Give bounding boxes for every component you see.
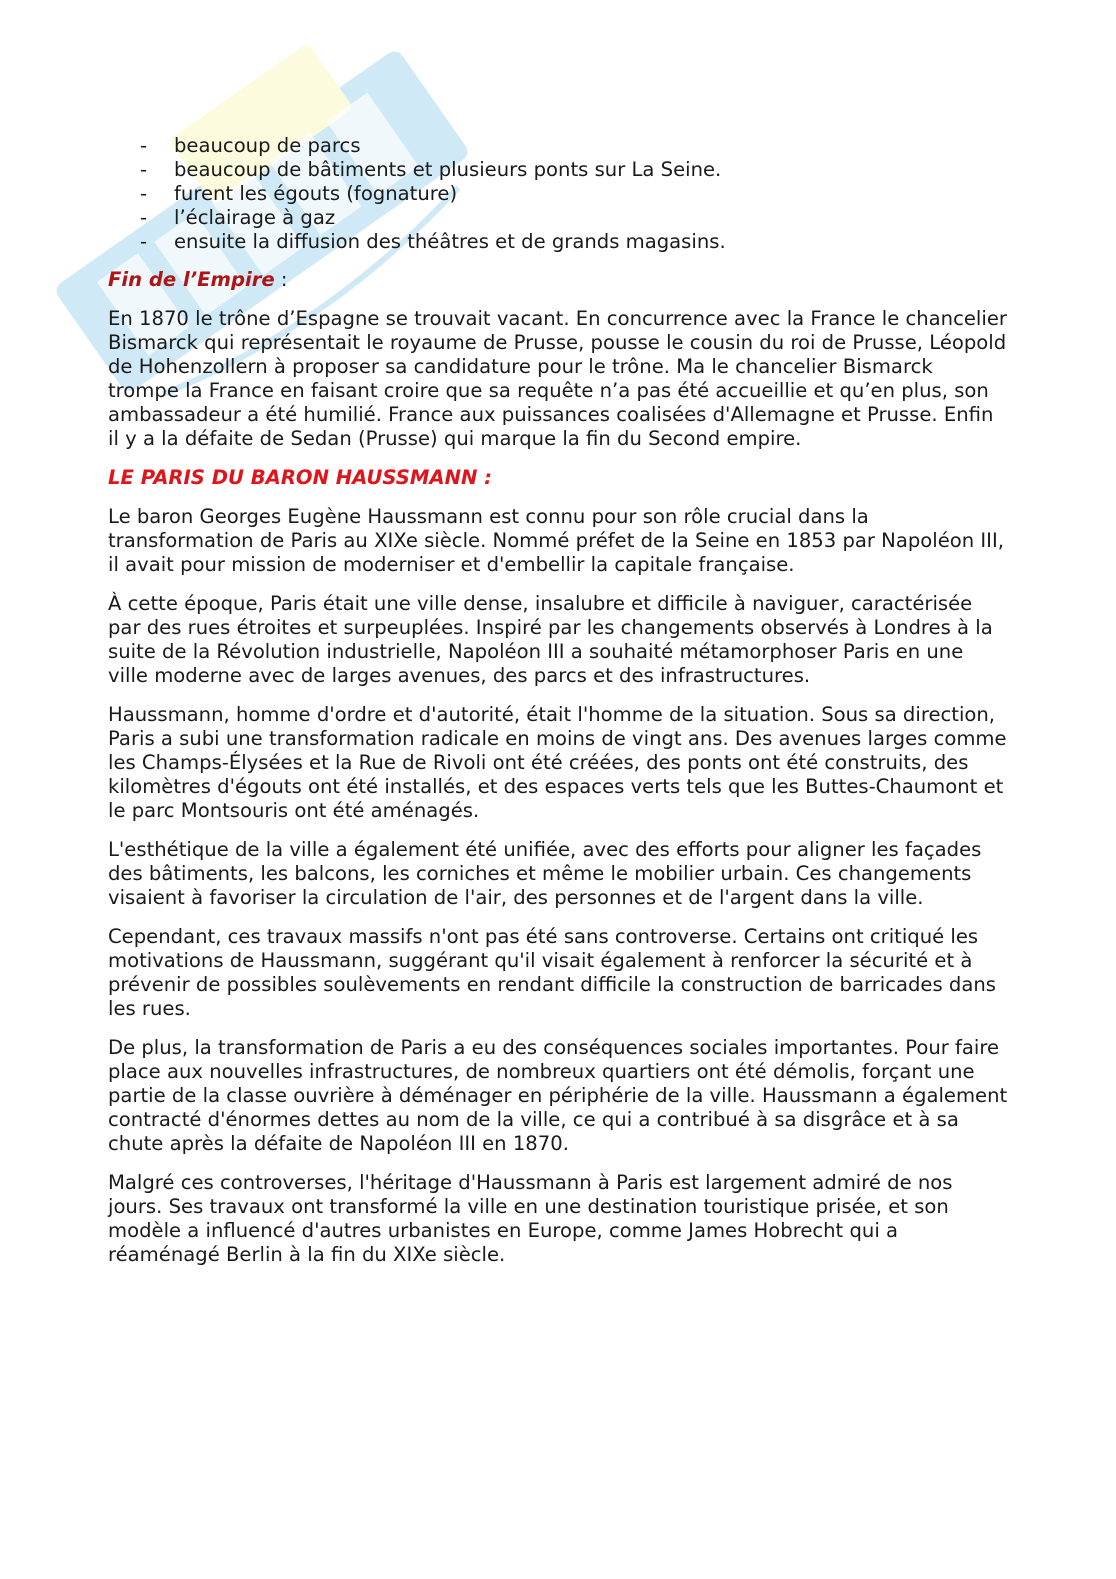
- list-item-text: beaucoup de bâtiments et plusieurs ponts sur La Seine.: [174, 158, 722, 181]
- paragraph-haussmann-1: Le baron Georges Eugène Haussmann est connu pour son rôle crucial dans la transformation de Paris au XIXe siècle. Nommé préfet de la Seine en 1853 par Napoléon III, il avait pour mission de moderniser et d'embellir la capitale française.: [108, 505, 1004, 576]
- paragraph-haussmann-3: Haussmann, homme d'ordre et d'autorité, était l'homme de la situation. Sous sa direction, Paris a subi une transformation radicale en moins de vingt ans. Des avenues larges comme les Champs-Élysées et la Rue de Rivoli ont été créées, des ponts ont été construits, des kilomètres d'égouts ont été installés, et des espaces verts tels que les Buttes-Chaumont et le parc Montsouris ont été aménagés.: [108, 703, 1007, 822]
- dash-marker: -: [140, 206, 148, 229]
- dash-marker: -: [140, 158, 148, 181]
- bullet-list: [108, 134, 1008, 254]
- list-item: [108, 158, 1008, 182]
- paragraph-empire: En 1870 le trône d’Espagne se trouvait vacant. En concurrence avec la France le chancelier Bismarck qui représentait le royaume de Prusse, pousse le cousin du roi de Prusse, Léopold de Hohenzollern à proposer sa candidature pour le trône. Ma le chancelier Bismarck trompe la France en faisant croire que sa requête n’a pas été accueillie et qu’en plus, son ambassadeur a été humilié. France aux puissances coalisées d'Allemagne et Prusse. Enfin il y a la défaite de Sedan (Prusse) qui marque la fin du Second empire.: [108, 307, 1007, 450]
- dash-marker: -: [140, 182, 148, 205]
- paragraph-haussmann-7: Malgré ces controverses, l'héritage d'Haussmann à Paris est largement admiré de nos jours. Ses travaux ont transformé la ville en une destination touristique prisée, et son modèle a influencé d'autres urbanistes en Europe, comme James Hobrecht qui a réaménagé Berlin à la fin du XIXe siècle.: [108, 1171, 953, 1266]
- list-item-text: ensuite la diffusion des théâtres et de grands magasins.: [174, 230, 726, 253]
- list-item-text: furent les égouts (fognature): [174, 182, 458, 205]
- paragraph-haussmann-6: De plus, la transformation de Paris a eu des conséquences sociales importantes. Pour faire place aux nouvelles infrastructures, de nombreux quartiers ont été démolis, forçant une partie de la classe ouvrière à déménager en périphérie de la ville. Haussmann a également contracté d'énormes dettes au nom de la ville, ce qui a contribué à sa disgrâce et à sa chute après la défaite de Napoléon III en 1870.: [108, 1036, 1008, 1155]
- list-item-text: l’éclairage à gaz: [174, 206, 336, 229]
- heading-fin-empire-text: Fin de l’Empire: [108, 268, 275, 291]
- document-page: [108, 134, 1008, 1282]
- heading-colon: :: [274, 268, 288, 291]
- heading-paris-haussmann: LE PARIS DU BARON HAUSSMANN :: [108, 466, 493, 489]
- list-item: [108, 134, 1008, 158]
- paragraph-haussmann-4: L'esthétique de la ville a également été unifiée, avec des efforts pour aligner les façades des bâtiments, les balcons, les corniches et même le mobilier urbain. Ces changements visaient à favoriser la circulation de l'air, des personnes et de l'argent dans la ville.: [108, 838, 982, 909]
- list-item: [108, 206, 1008, 230]
- dash-marker: -: [140, 230, 148, 253]
- dash-marker: -: [140, 134, 148, 157]
- list-item: [108, 182, 1008, 206]
- paragraph-haussmann-2: À cette époque, Paris était une ville dense, insalubre et difficile à naviguer, caractérisée par des rues étroites et surpeuplées. Inspiré par les changements observés à Londres à la suite de la Révolution industrielle, Napoléon III a souhaité métamorphoser Paris en une ville moderne avec de larges avenues, des parcs et des infrastructures.: [108, 592, 993, 687]
- list-item-text: beaucoup de parcs: [174, 134, 361, 157]
- heading-fin-empire: [108, 268, 1008, 292]
- paragraph-haussmann-5: Cependant, ces travaux massifs n'ont pas été sans controverse. Certains ont critiqué les motivations de Haussmann, suggérant qu'il visait également à renforcer la sécurité et à prévenir de possibles soulèvements en rendant difficile la construction de barricades dans les rues.: [108, 925, 996, 1020]
- list-item: [108, 230, 1008, 254]
